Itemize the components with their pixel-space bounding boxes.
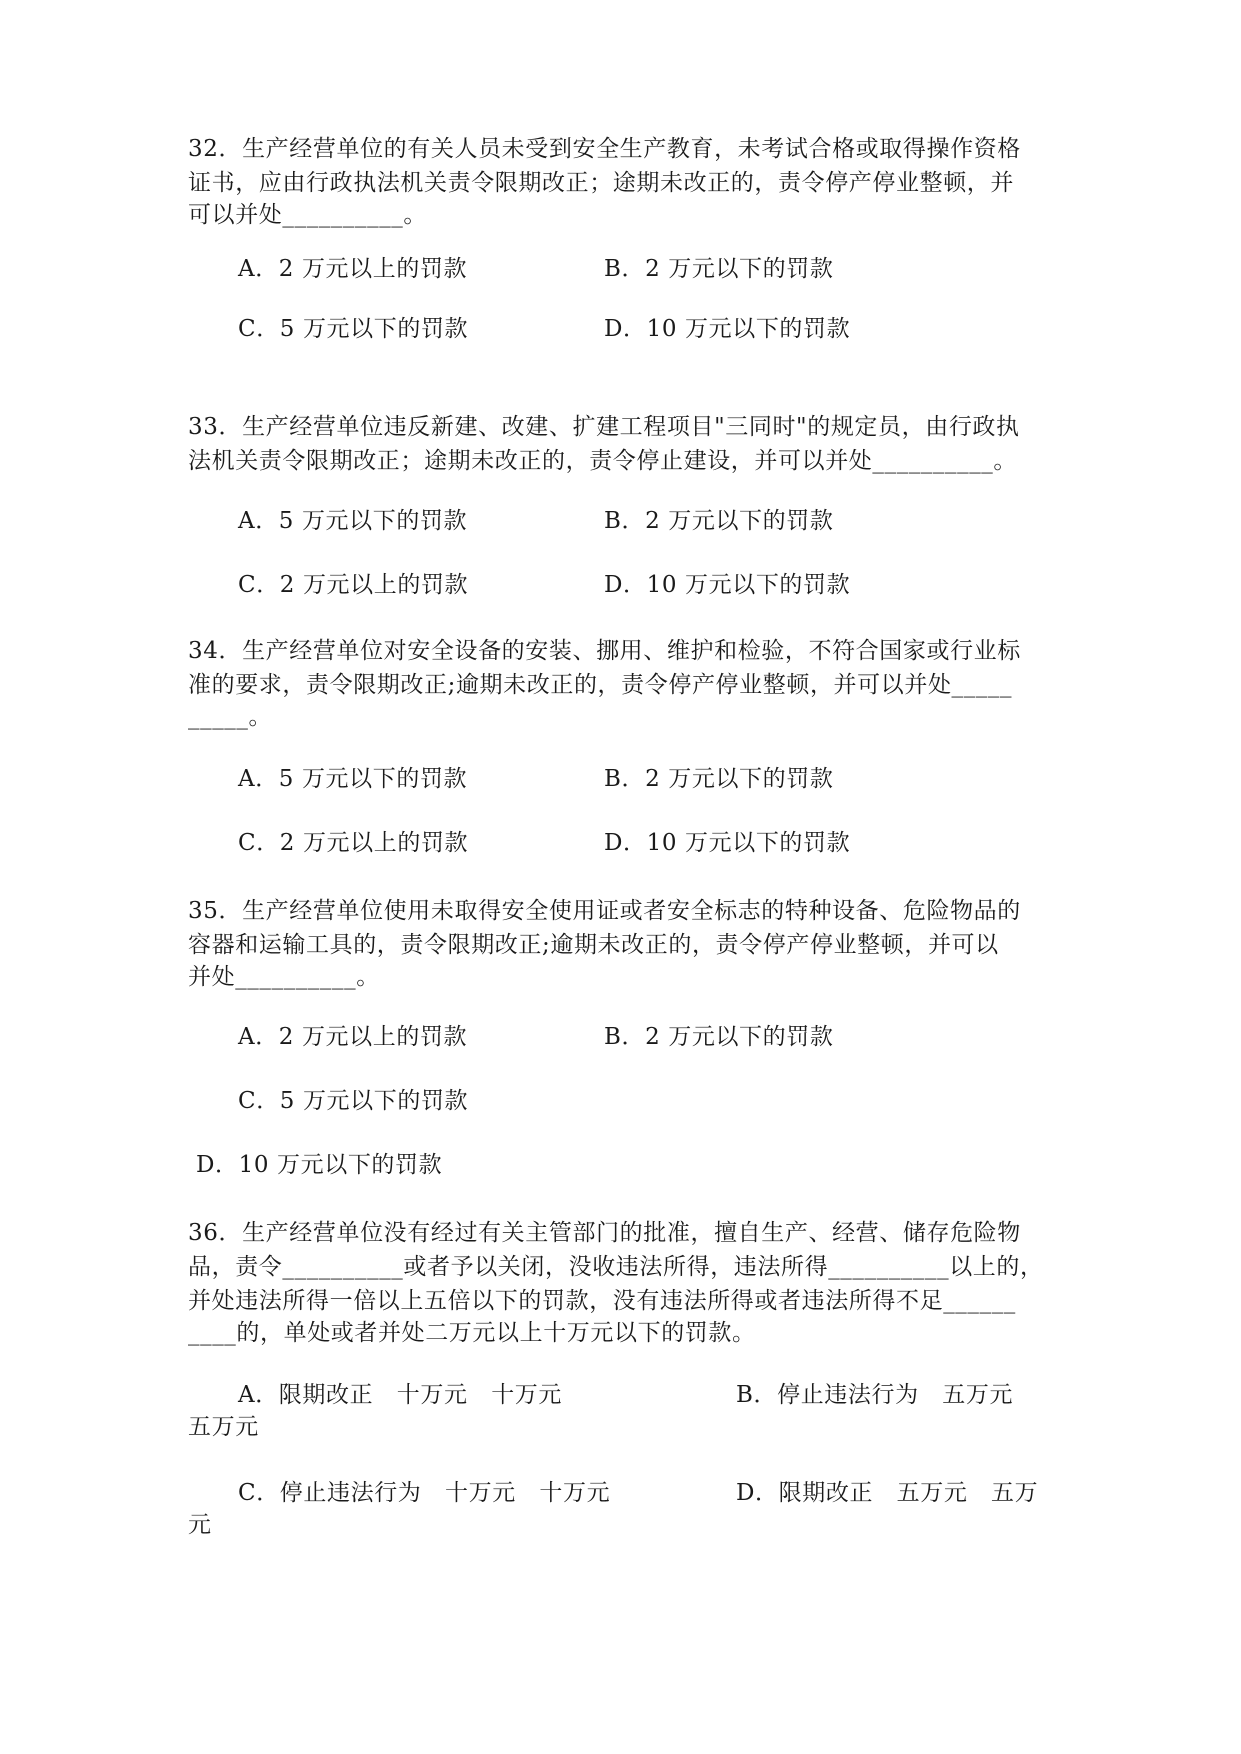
q36-text-line-2: 品，责令__________或者予以关闭，没收违法所得，违法所得__________以上的， xyxy=(188,1254,1044,1280)
q32-option-c: C．5 万元以下的罚款 xyxy=(238,316,469,342)
q35-text-line-3: 并处__________。 xyxy=(188,964,380,990)
q32-option-d: D．10 万元以下的罚款 xyxy=(604,316,851,342)
q34-text-line-2: 准的要求，责令限期改正;逾期未改正的，责令停产停业整顿，并可以并处_____ xyxy=(188,672,1013,698)
q35-text-line-1: 35．生产经营单位使用未取得安全使用证或者安全标志的特种设备、危险物品的 xyxy=(188,898,1021,924)
q36-text-line-4: ____的，单处或者并处二万元以上十万元以下的罚款。 xyxy=(188,1320,756,1346)
q35-option-b: B．2 万元以下的罚款 xyxy=(604,1024,834,1050)
q33-option-a: A．5 万元以下的罚款 xyxy=(238,508,468,534)
q34-option-d: D．10 万元以下的罚款 xyxy=(604,830,851,856)
q35-option-c: C．5 万元以下的罚款 xyxy=(238,1088,469,1114)
q32-text-line-2: 证书，应由行政执法机关责令限期改正；途期未改正的，责令停产停业整顿，并 xyxy=(188,170,1014,196)
q33-text-line-1: 33．生产经营单位违反新建、改建、扩建工程项目"三同时"的规定员，由行政执 xyxy=(188,414,1020,440)
q35-option-a: A．2 万元以上的罚款 xyxy=(238,1024,468,1050)
q36-option-b-line-2: 五万元 xyxy=(188,1414,259,1440)
q33-text-line-2: 法机关责令限期改正；途期未改正的，责令停止建设，并可以并处__________。 xyxy=(188,448,1017,474)
q36-option-c: C．停止违法行为 十万元 十万元 xyxy=(238,1480,611,1506)
q35-text-line-2: 容器和运输工具的，责令限期改正;逾期未改正的，责令停产停业整顿，并可以 xyxy=(188,932,999,958)
q33-option-c: C．2 万元以上的罚款 xyxy=(238,572,469,598)
q34-option-c: C．2 万元以上的罚款 xyxy=(238,830,469,856)
q36-option-d-line-1: D．限期改正 五万元 五万 xyxy=(736,1480,1039,1506)
q36-option-a: A．限期改正 十万元 十万元 xyxy=(238,1382,563,1408)
q34-text-line-1: 34．生产经营单位对安全设备的安装、挪用、维护和检验，不符合国家或行业标 xyxy=(188,638,1021,664)
q36-option-b-line-1: B．停止违法行为 五万元 xyxy=(736,1382,1014,1408)
q36-text-line-1: 36．生产经营单位没有经过有关主管部门的批准，擅自生产、经营、储存危险物 xyxy=(188,1220,1021,1246)
q36-text-line-3: 并处违法所得一倍以上五倍以下的罚款，没有违法所得或者违法所得不足______ xyxy=(188,1288,1016,1314)
q36-option-d-line-2: 元 xyxy=(188,1512,212,1538)
q32-text-line-3: 可以并处__________。 xyxy=(188,202,427,228)
q32-option-a: A．2 万元以上的罚款 xyxy=(238,256,468,282)
q34-option-a: A．5 万元以下的罚款 xyxy=(238,766,468,792)
q34-option-b: B．2 万元以下的罚款 xyxy=(604,766,834,792)
q32-option-b: B．2 万元以下的罚款 xyxy=(604,256,834,282)
q34-text-line-3: _____。 xyxy=(188,704,273,730)
q32-text-line-1: 32．生产经营单位的有关人员未受到安全生产教育，未考试合格或取得操作资格 xyxy=(188,136,1021,162)
q33-option-d: D．10 万元以下的罚款 xyxy=(604,572,851,598)
q35-option-d: D．10 万元以下的罚款 xyxy=(196,1152,443,1178)
q33-option-b: B．2 万元以下的罚款 xyxy=(604,508,834,534)
